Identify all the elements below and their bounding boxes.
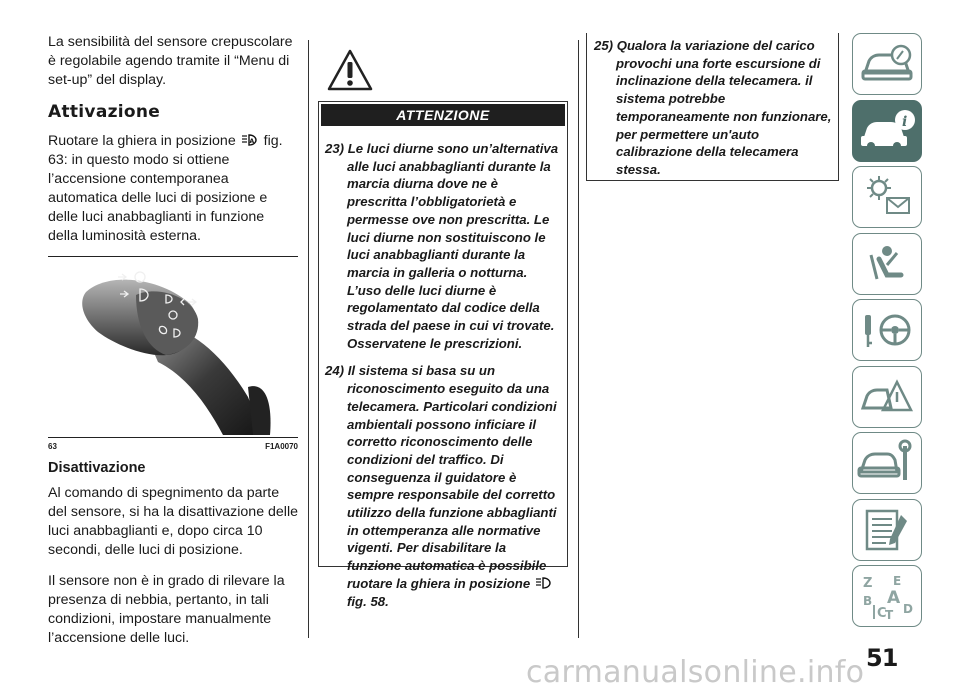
page-number: 51 — [866, 644, 898, 672]
airbag-seat-icon — [857, 239, 917, 289]
svg-text:A: A — [249, 138, 254, 145]
car-info-icon — [857, 106, 917, 156]
figure-number: 63 — [48, 442, 57, 451]
column-divider-left — [308, 40, 309, 638]
heading-disattivazione: Disattivazione — [48, 460, 146, 476]
lights-message-icon — [857, 172, 917, 222]
note-23: 23) Le luci diurne sono un’alternativa alle luci anabbaglianti durante la marcia diurna dove ne è prescritta l’obbligatorietà e permesse ove non prescritta. Le luci diurne non sostituiscono le luci anabbaglianti durante la marcia in galleria o notturna. L’uso delle luci diurne è regolamentato dal codice della strada del paese in cui vi trovate. Osservatene le prescrizioni. — [325, 141, 559, 351]
light-stalk-illustration — [48, 257, 298, 437]
tab-starting-driving[interactable] — [852, 299, 922, 361]
warning-notes — [319, 128, 567, 610]
car-dashboard-icon — [857, 39, 917, 89]
tab-lights-messages[interactable] — [852, 166, 922, 228]
tab-dashboard[interactable] — [852, 33, 922, 95]
car-service-wrench-icon — [857, 438, 917, 488]
svg-text:E: E — [893, 574, 902, 588]
auto-light-icon — [240, 133, 260, 147]
tab-index[interactable] — [852, 565, 922, 627]
svg-text:D: D — [903, 602, 913, 616]
heading-attivazione: Attivazione — [48, 102, 161, 122]
tab-car-info[interactable] — [852, 100, 922, 162]
paragraph-activation: Ruotare la ghiera in posizione A fig. 63: in questo modo si ottiene l’accensione contemporanea automatica delle luci di posizione e delle luci anabbaglianti in funzione della luminosità esterna. — [48, 133, 283, 244]
specifications-list-icon — [857, 505, 917, 555]
note-24: 24) Il sistema si basa su un riconoscimento eseguito da una telecamera. Particolari condizioni ambientali possono inficiare il corretto riconoscimento delle condizioni del traffico. Di conseguenza il guidatore è sempre responsabile del corretto utilizzo della funzione abbaglianti in ottemperanza alle normative vigenti. Per disabilitare la funzione automatica è possibile ruotare la ghiera in posizione fig. 58. — [325, 363, 557, 609]
auto-high-beam-icon — [534, 576, 554, 590]
tab-safety[interactable] — [852, 233, 922, 295]
tab-emergency[interactable] — [852, 366, 922, 428]
alphabet-index-icon — [857, 571, 917, 621]
car-warning-icon — [857, 372, 917, 422]
svg-text:C: C — [877, 606, 887, 621]
svg-text:T: T — [885, 608, 894, 621]
tab-specifications[interactable] — [852, 499, 922, 561]
warning-title: ATTENZIONE — [321, 104, 565, 126]
main-text-column — [48, 33, 298, 660]
paragraph-deactivation: Al comando di spegnimento da parte del sensore, si ha la disattivazione delle luci anabbaglianti e, dopo circa 10 secondi, delle luci di posizione. — [48, 485, 299, 558]
column-divider-right — [578, 40, 579, 638]
figure-light-stalk — [48, 256, 298, 451]
warning-triangle-icon — [326, 48, 374, 92]
figure-code: F1A0070 — [265, 442, 298, 451]
svg-text:A: A — [887, 588, 901, 608]
tab-service[interactable] — [852, 432, 922, 494]
svg-text:B: B — [863, 594, 873, 608]
svg-text:Z: Z — [863, 576, 873, 591]
key-steering-icon — [857, 305, 917, 355]
svg-text:i: i — [902, 113, 908, 130]
paragraph-sensitivity: La sensibilità del sensore crepuscolare è regolabile agendo tramite il “Menu di set-up” del display. — [48, 34, 293, 88]
paragraph-fog: Il sensore non è in grado di rilevare la presenza di nebbia, pertanto, in tali condizioni, impostare manualmente l’accensione delle luci. — [48, 573, 285, 646]
note-25: 25) Qualora la variazione del carico provochi una forte escursione di inclinazione della telecamera. il sistema potrebbe temporaneamente non funzionare, per permettere un'auto calibrazione della telecamera stessa. — [594, 38, 832, 177]
chapter-sidebar — [852, 33, 924, 632]
watermark: carmanualsonline.info — [526, 655, 865, 690]
note-25-box — [586, 33, 839, 181]
warning-box — [318, 101, 568, 609]
